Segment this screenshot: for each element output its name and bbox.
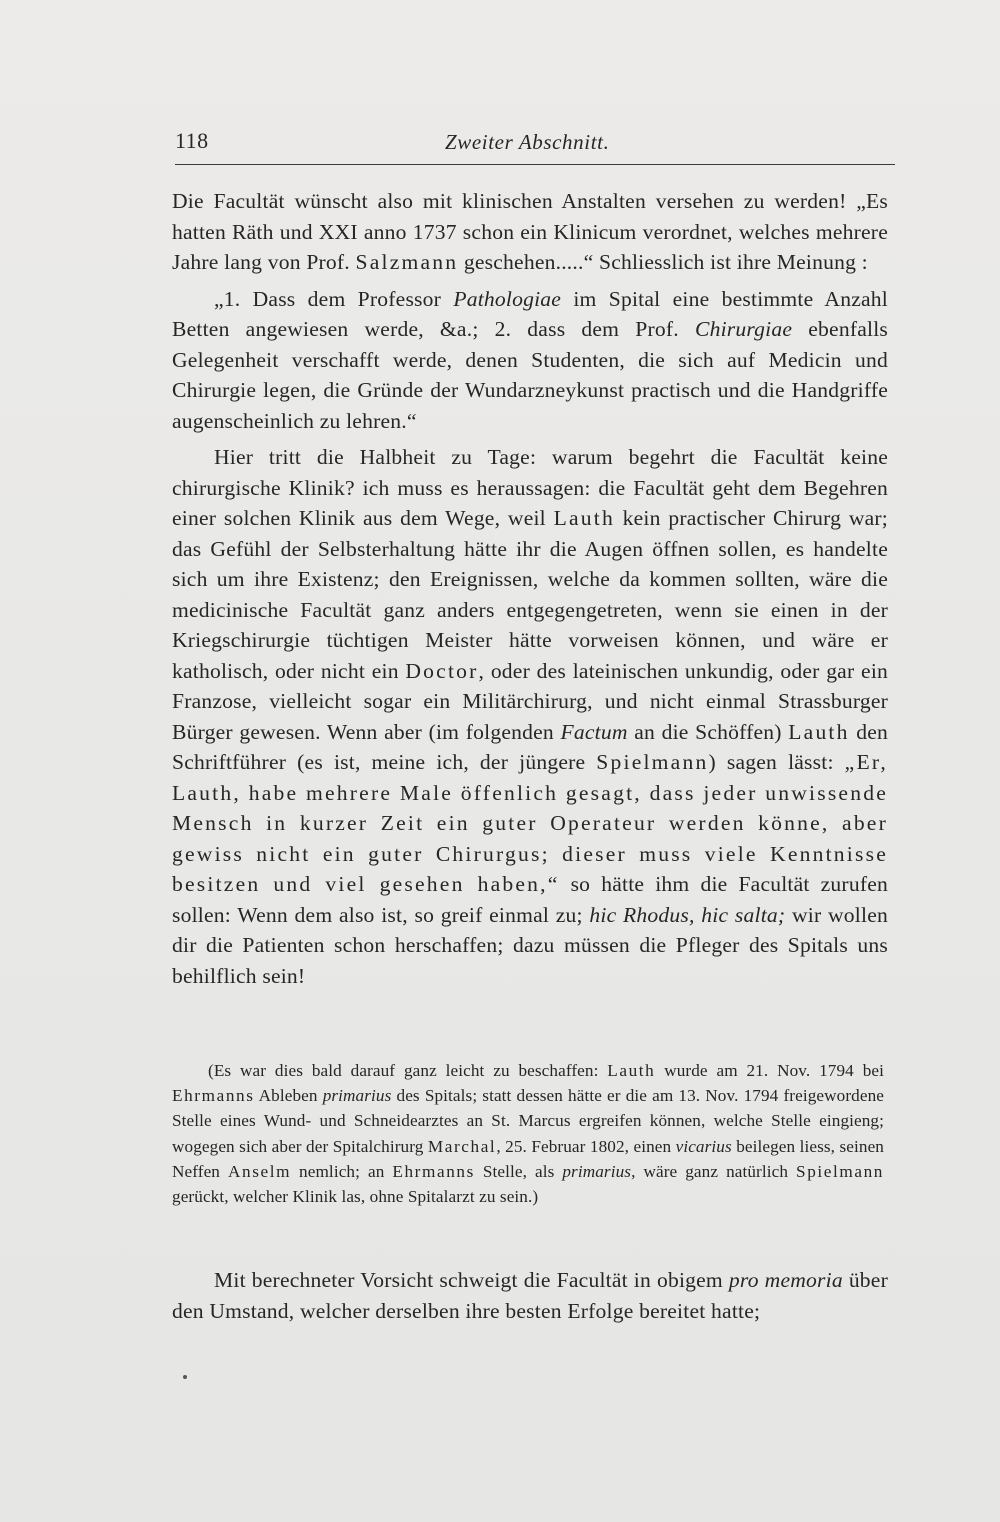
text-run: kein practischer Chirurg war; das Gefühl der Selbsterhaltung hätte ihr die Augen öffnen sollen, es handelte sich um ihre Existenz; den Ereignissen, welche da kommen sollten, wäre die medicinische Facultät ganz anders entgegengetreten, wenn sie einen in der Kriegschirurgie tüchtigen Meister hätte vorweisen können, und wäre er katholisch, oder nicht ein [172, 506, 889, 683]
name-spielmann: Spielmann [596, 750, 709, 774]
name-marchal: Marchal [427, 1136, 497, 1156]
text-run: über den Umstand, welcher derselben ihre besten Erfolge bereitet hatte; [172, 1268, 888, 1323]
italic-primarius: primarius [562, 1161, 632, 1181]
running-title: Zweiter Abschnitt. [445, 130, 610, 154]
italic-pro-memoria: pro memoria [728, 1268, 843, 1292]
italic-primarius: primarius [322, 1086, 392, 1106]
text-run: , 25. Februar 1802, einen [496, 1136, 676, 1156]
name-ehrmanns: Ehrmanns [392, 1161, 475, 1181]
text-run: Ableben [254, 1086, 323, 1106]
paragraph-4 [172, 1265, 888, 1327]
text-run: so hätte ihm die Facultät zurufen sollen: Wenn dem also ist, so greif einmal zu; [172, 872, 888, 927]
print-speck [183, 1375, 187, 1379]
italic-chirurgiae: Chirurgiae [694, 317, 793, 341]
paragraph-2-quote [172, 284, 888, 437]
text-run: Stelle, als [474, 1161, 563, 1181]
text-run: „1. Dass dem Professor [214, 286, 454, 311]
text-run: Mit berechneter Vorsicht schweigt die Facultät in obigem [214, 1268, 729, 1292]
paragraph-1 [172, 186, 888, 278]
text-run: an die Schöffen) [627, 719, 789, 744]
text-run: des Spitals; statt dessen hätte er die am 13. Nov. 1794 freigewordene Stelle eines Wund- und Schneidearztes an St. Marcus ergreifen können, welche Stelle eingieng; wogegen sich aber der Spitalchirurg [172, 1086, 884, 1156]
italic-factum: Factum [560, 719, 628, 744]
text-run: gerückt, welcher Klinik las, ohne Spitalarzt zu sein.) [172, 1187, 539, 1207]
footnote-block [172, 1058, 884, 1209]
text-run: im Spital eine bestimmte Anzahl Betten angewiesen werde, &a.; 2. dass dem Prof. [172, 286, 888, 341]
footnote-paragraph [172, 1058, 884, 1209]
text-run: geschehen.....“ Schliesslich ist ihre Meinung : [458, 250, 868, 274]
text-run: , wäre ganz natürlich [631, 1161, 797, 1181]
name-lauth: Lauth [788, 719, 850, 744]
text-run: ebenfalls Gelegenheit verschafft werde, denen Studenten, die sich auf Medicin und Chirurgie legen, die Gründe der Wundarzneykunst practisch und die Handgriffe augenscheinlich zu lehren.“ [172, 317, 888, 433]
text-run: wir wollen dir die Patienten schon herschaffen; dazu müssen die Pfleger des Spitals uns behilflich sein! [172, 902, 888, 988]
page-header [175, 128, 895, 168]
continuation-text [172, 1265, 888, 1327]
name-lauth: Lauth [607, 1061, 656, 1080]
text-run: nemlich; an [291, 1161, 393, 1181]
text-run: , oder des lateinischen unkundig, oder gar ein Franzose, vielleicht sogar ein Militärchirurg, und nicht einmal Strassburger Bürger gewesen. Wenn aber (im folgenden [172, 658, 889, 744]
text-run: ) sagen lässt: [708, 750, 845, 774]
italic-vicarius: vicarius [675, 1136, 732, 1156]
name-spielmann: Spielmann [796, 1161, 884, 1181]
name-anselm: Anselm [227, 1161, 292, 1181]
main-text [172, 186, 888, 991]
text-run: Die Facultät wünscht also mit klinischen Anstalten versehen zu werden! „Es hatten Räth und XXI anno 1737 schon ein Klinicum verordnet, welches mehrere Jahre lang von Prof. [172, 189, 888, 274]
spaced-quotation: „Er, Lauth, habe mehrere Male öffenlich gesagt, dass jeder unwissende Mensch in kurzer Zeit ein guter Operateur werden könne, aber gewiss nicht ein guter Chirurgus; dieser muss viele Kenntnisse besitzen und viel gesehen haben,“ [172, 750, 888, 896]
text-run: Hier tritt die Halbheit zu Tage: warum begehrt die Facultät keine chirurgische Klinik? ich muss es heraussagen: die Facultät geht dem Begehren einer solchen Klinik aus dem Wege, weil [172, 445, 888, 530]
italic-hic-rhodus: hic Rhodus, hic salta; [589, 902, 786, 927]
name-lauth: Lauth [553, 506, 615, 530]
word-doctor: Doctor [405, 658, 479, 683]
paragraph-3 [172, 442, 888, 991]
name-salzmann: Salzmann [355, 250, 459, 274]
text-run: (Es war dies bald darauf ganz leicht zu beschaffen: [208, 1061, 608, 1080]
italic-pathologiae: Pathologiae [453, 286, 562, 311]
text-run: den Schriftführer (es ist, meine ich, der jüngere [172, 719, 888, 774]
text-run: wurde am 21. Nov. 1794 bei [655, 1061, 884, 1080]
header-rule [175, 164, 895, 165]
page-number: 118 [175, 128, 209, 153]
text-run: beilegen liess, seinen Neffen [172, 1136, 884, 1181]
name-ehrmanns: Ehrmanns [172, 1086, 255, 1106]
